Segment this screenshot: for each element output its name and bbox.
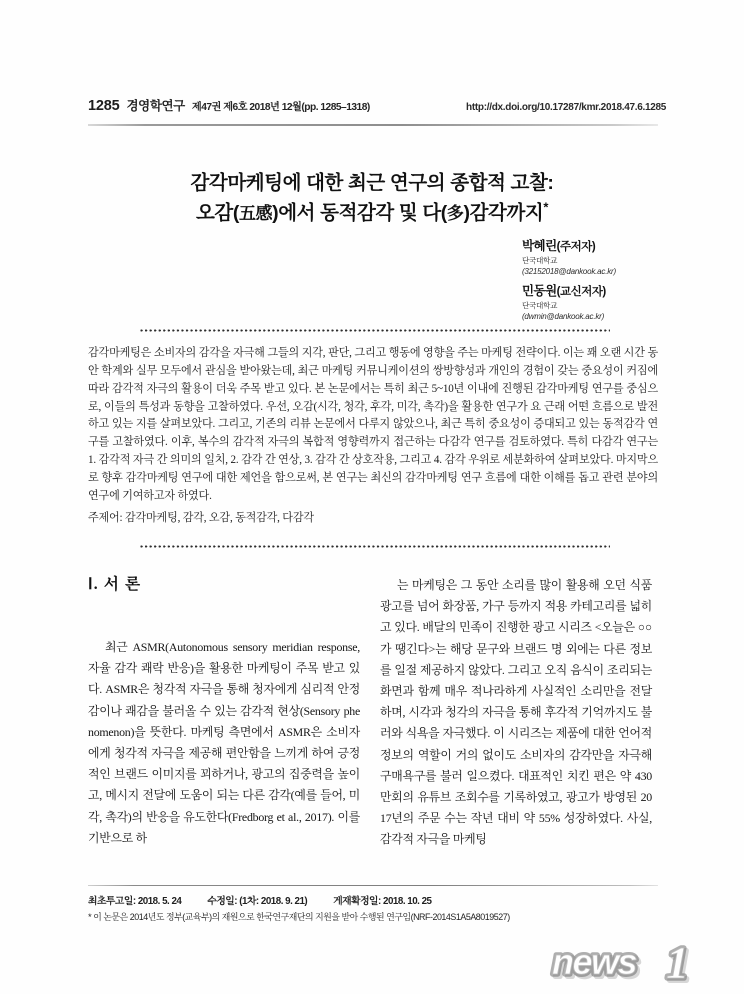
title-hanja-da: 多 [446,204,464,223]
author-block [522,238,616,328]
footer-note-text: 이 논문은 2014년도 정부(교육부)의 재원으로 한국연구재단의 지원을 받아 수행된 연구임(NRF-2014S1A5A8019527) [93,912,510,922]
author-name [522,238,616,255]
title-segment-a: 오감( [195,202,239,224]
issue-info: 제47권 제6호 2018년 12월(pp. 1285–1318) [191,101,370,113]
author-email[interactable]: (32152018@dankook.ac.kr) [521,267,616,276]
author-entry [522,238,616,278]
journal-name: 경영학연구 [126,99,185,113]
author-affiliation: 단국대학교 [521,256,558,265]
accepted-label: 게재확정일: [333,896,381,907]
author-role: (교신저자) [556,286,606,298]
running-head-left [88,96,370,114]
author-name [522,283,616,300]
footer-dates [88,893,668,907]
footnote-asterisk-icon: * [88,912,92,923]
title-footnote-marker: * [543,199,549,215]
abstract-text: 감각마케팅은 소비자의 감각을 자극해 그들의 지각, 판단, 그리고 행동에 영향을 주는 마케팅 전략이다. 이는 꽤 오랜 시간 동안 학계와 실무 모두에서 관심을 받아왔는데, 최근 마케팅 커뮤니케이션의 쌍방향성과 개인의 경험이 갖는 중요성이 커짐에 따라 감각적 자극의 활용이 더욱 주목 받고 있다. 본 논문에서는 특히 최근 5~10년 이내에 진행된 감각마케팅 연구를 중심으로, 이들의 특성과 동향을 고찰하였다. 우선, 오감(시각, 청각, 후각, 미각, 촉각)을 활용한 연구가 요 근래 어떤 흐름으로 발전하고 있는 지를 살펴보았다. 그리고, 기존의 리뷰 논문에서 다루지 않았으나, 최근 특히 중요성이 증대되고 있는 동적감각 연구를 고찰하였다. 이후, 복수의 감각적 자극의 복합적 영향력까지 접근하는 다감각 연구를 검토하였다. 특히 다감각 연구는 1. 감각적 자극 간 의미의 일치, 2. 감각 간 연상, 3. 감각 간 상호작용, 그리고 4. 감각 우위로 세분화하여 살펴보았다. 마지막으로 향후 감각마케팅 연구에 대한 제언을 함으로써, 본 연구는 최신의 감각마케팅 연구 흐름에 대한 이해를 돕고 관련 분야의 연구에 기여하고자 하였다. [88,347,658,502]
author-email[interactable]: (dwmin@dankook.ac.kr) [521,312,605,321]
body-paragraph: 최근 ASMR(Autonomous sensory meridian response, 자율 감각 쾌락 반응)을 활용한 마케팅이 주목 받고 있다. ASMR은 청각적 자극을 통해 청자에게 심리적 안정감이나 쾌감을 불러올 수 있는 감각적 현상(Sensory phenomenon)을 뜻한다. 마케팅 측면에서 ASMR은 소비자에게 청각적 자극을 제공해 편안함을 느끼게 하여 긍정적인 브랜드 이미지를 꾀하거나, 광고의 집중력을 높이고, 메시지 전달에 도움이 되는 다른 감각(예를 들어, 미각, 촉각)의 반응을 유도한다(Fredborg et al., 2017). 이를 기반으로 하 [88,640,360,845]
body-column-right [380,575,652,851]
title-segment-b: )에서 동적감각 및 다( [272,202,447,224]
abstract-top-divider [140,329,610,332]
author-name-text: 박혜린 [521,239,557,253]
doi-link[interactable]: http://dx.doi.org/10.17287/kmr.2018.47.6.1285 [466,102,666,113]
abstract-bottom-divider [140,545,610,548]
footer-grant-note [88,910,673,923]
author-affiliation: 단국대학교 [521,301,558,310]
news1-watermark-logo [548,938,720,988]
body-paragraph: 는 마케팅은 그 동안 소리를 많이 활용해 오던 식품광고를 넘어 화장품, 가구 등까지 적용 카테고리를 넓히고 있다. 배달의 민족이 진행한 광고 시리즈 <오늘은 ○○가 땡긴다>는 해당 문구와 브랜드 명 외에는 다른 정보를 일절 제공하지 않았다. 그리고 오직 음식이 조리되는 화면과 함께 매우 적나라하게 사실적인 소리만을 전달하며, 시각과 청각의 자극을 통해 후각적 기억까지도 불러와 식욕을 자극했다. 이 시리즈는 제품에 대한 언어적 정보의 역할이 거의 없이도 소비자의 감각만을 자극해 구매욕구를 불러 일으켰다. 대표적인 치킨 편은 약 430만회의 유튜브 조회수를 기록하였고, 광고가 방영된 2017년의 주문 수는 작년 대비 약 55% 성장하였다. 사실, 감각적 자극을 마케팅 [380,578,652,847]
page-folio-number: 1285 [88,98,120,114]
revised-date: (1차: 2018. 9. 21) [239,896,308,907]
submitted-label: 최초투고일: [88,896,136,907]
submitted-date: 2018. 5. 24 [137,896,182,907]
article-title [0,168,744,229]
title-segment-c: )감각까지 [463,202,544,224]
keywords-line: 주제어: 감각마케팅, 감각, 오감, 동적감각, 다감각 [88,512,314,524]
article-title-line-1: 감각마케팅에 대한 최근 연구의 종합적 고찰: [190,172,554,194]
running-head [88,96,666,114]
footer-rule [88,885,658,886]
revised-label: 수정일: [207,896,238,907]
author-entry [522,283,616,323]
article-title-line-2 [0,198,744,229]
section-heading-introduction: Ⅰ. 서 론 [88,576,142,593]
header-rule [88,124,658,126]
accepted-date: 2018. 10. 25 [383,896,432,907]
author-role: (주저자) [556,241,596,253]
author-name-text: 민동원 [521,284,557,298]
body-column-left [88,637,360,849]
title-hanja-ogam: 五感 [238,204,273,223]
